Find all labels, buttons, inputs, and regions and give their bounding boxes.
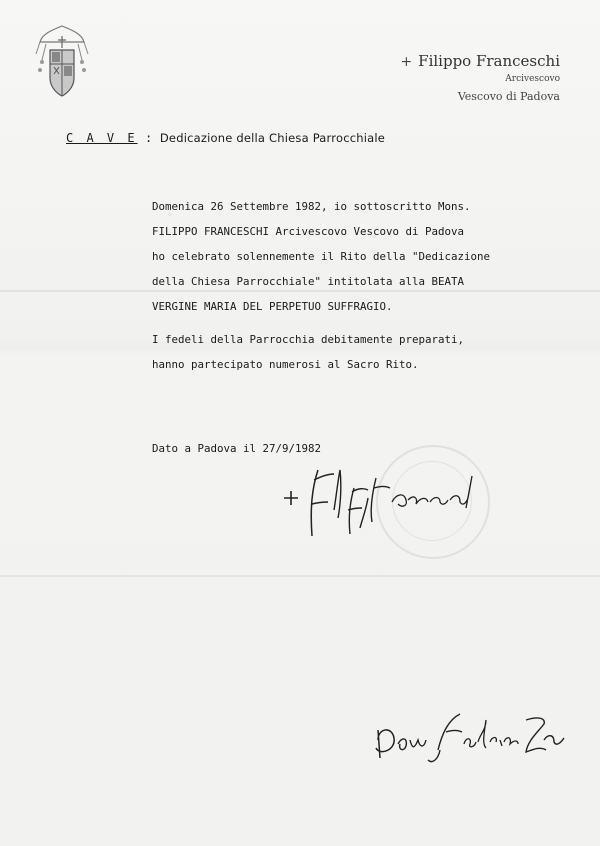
subject-line	[66, 131, 385, 145]
paper-fold	[0, 575, 600, 577]
letterhead-see: Vescovo di Padova	[457, 90, 560, 103]
subject-separator: :	[137, 131, 160, 145]
paragraph-2	[152, 327, 552, 377]
letterhead-role: Arcivescovo	[505, 74, 560, 84]
body-line: Domenica 26 Settembre 1982, io sottoscritto Mons.	[152, 200, 471, 213]
body-line: VERGINE MARIA DEL PERPETUO SUFFRAGIO.	[152, 300, 393, 313]
body-line: della Chiesa Parrocchiale" intitolata alla BEATA	[152, 275, 465, 288]
subject-label: C A V E	[66, 131, 138, 145]
body-line: FILIPPO FRANCESCHI Arcivescovo Vescovo di Padova	[152, 225, 465, 238]
body-line: hanno partecipato numerosi al Sacro Rito.	[152, 358, 419, 371]
letterhead-name: + Filippo Franceschi	[400, 52, 560, 70]
body-line: ho celebrato solennemente il Rito della "Dedicazione	[152, 250, 491, 263]
letter-body	[152, 194, 552, 377]
subject-text: Dedicazione della Chiesa Parrocchiale	[159, 131, 386, 145]
archbishop-signature	[276, 458, 486, 548]
paragraph-1	[152, 194, 552, 319]
second-signature	[368, 700, 568, 770]
cross-icon: +	[400, 54, 413, 70]
date-line: Dato a Padova il 27/9/1982	[152, 442, 322, 455]
letterhead	[400, 52, 560, 103]
coat-of-arms-icon	[32, 22, 92, 102]
body-line: I fedeli della Parrocchia debitamente preparati,	[152, 333, 465, 346]
